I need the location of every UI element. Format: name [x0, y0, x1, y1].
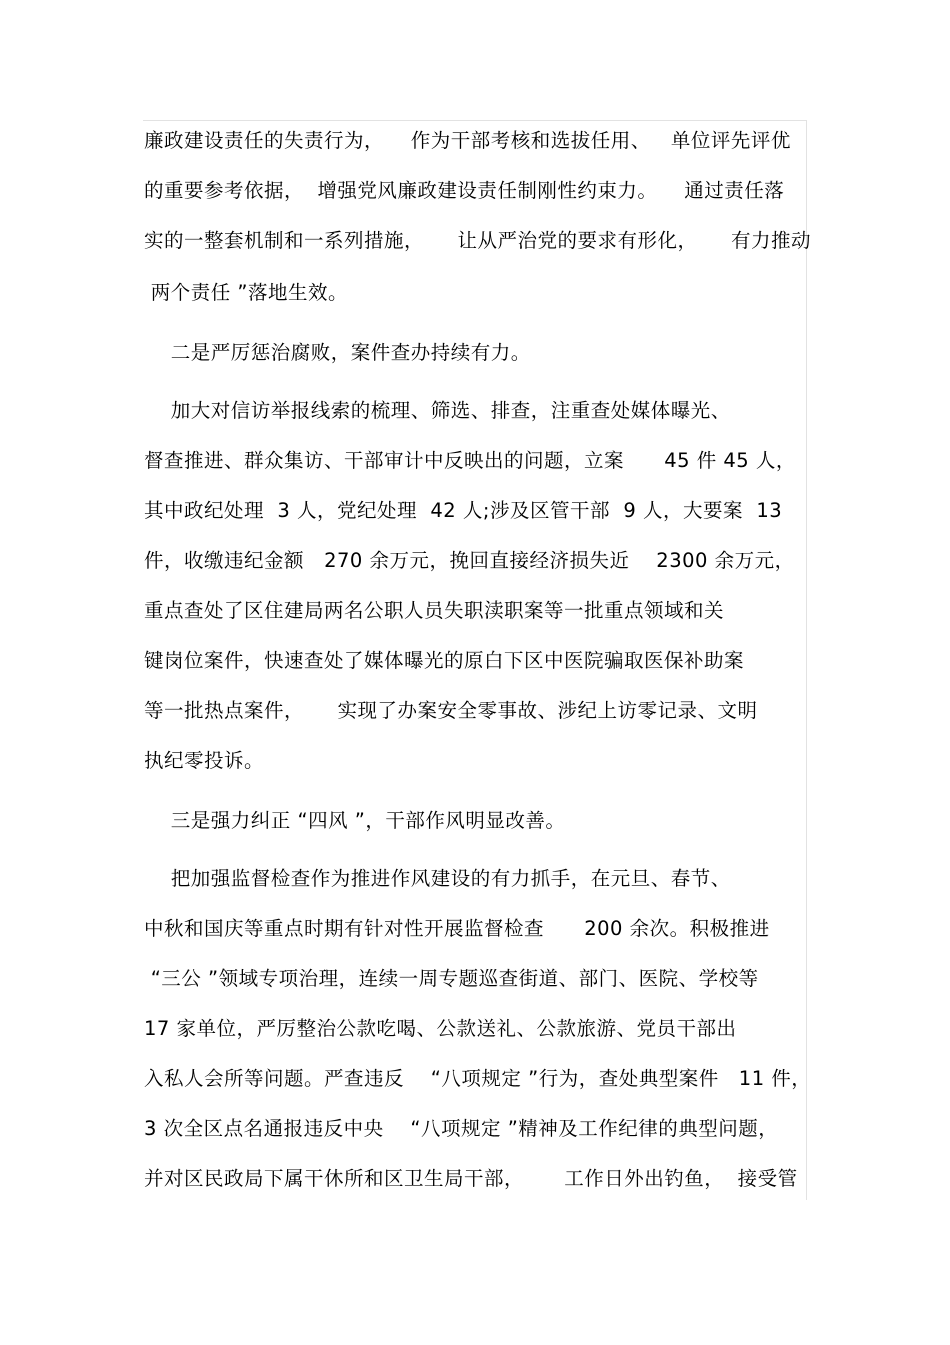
text-line-16: 中秋和国庆等重点时期有针对性开展监督检查 200 余次。积极推进 — [144, 917, 770, 940]
text-line-15: 把加强监督检查作为推进作风建设的有力抓手，在元旦、春节、 — [144, 867, 731, 890]
text-line-3: 实的一整套机制和一系列措施， 让从严治党的要求有形化， 有力推动 — [144, 229, 811, 252]
text-line-18: 17 家单位，严厉整治公款吃喝、公款送礼、公款旅游、党员干部出 — [144, 1017, 737, 1040]
text-line-20: 3 次全区点名通报违反中央 “八项规定 ”精神及工作纪律的典型问题， — [144, 1117, 779, 1140]
text-line-2: 的重要参考依据， 增强党风廉政建设责任制刚性约束力。 通过责任落 — [144, 179, 785, 202]
text-line-11: 键岗位案件，快速查处了媒体曝光的原白下区中医院骗取医保补助案 — [144, 649, 745, 672]
text-line-1: 廉政建设责任的失责行为， 作为干部考核和选拔任用、 单位评先评优 — [144, 129, 791, 152]
text-line-4: 两个责任 ”落地生效。 — [144, 281, 348, 304]
text-line-6: 加大对信访举报线索的梳理、筛选、排查，注重查处媒体曝光、 — [144, 399, 731, 422]
text-line-9: 件，收缴违纪金额 270 余万元，挽回直接经济损失近 2300 余万元， — [144, 549, 795, 572]
text-line-21: 并对区民政局下属干休所和区卫生局干部， 工作日外出钓鱼， 接受管 — [144, 1167, 798, 1190]
text-line-17: “三公 ”领域专项治理，连续一周专题巡查街道、部门、医院、学校等 — [144, 967, 759, 990]
section-heading-3: 三是强力纠正 “四风 ”，干部作风明显改善。 — [144, 809, 566, 832]
text-line-10: 重点查处了区住建局两名公职人员失职渎职案等一批重点领域和关 — [144, 599, 725, 622]
section-heading-2: 二是严厉惩治腐败，案件查办持续有力。 — [144, 341, 531, 364]
text-line-7: 督查推进、群众集访、干部审计中反映出的问题，立案 45 件 45 人， — [144, 449, 796, 472]
text-line-12: 等一批热点案件， 实现了办案安全零事故、涉纪上访零记录、文明 — [144, 699, 758, 722]
text-line-19: 入私人会所等问题。严查违反 “八项规定 ”行为，查处典型案件 11 件， — [144, 1067, 812, 1090]
text-line-13: 执纪零投诉。 — [144, 749, 265, 772]
text-line-8: 其中政纪处理 3 人，党纪处理 42 人;涉及区管干部 9 人，大要案 13 — [144, 499, 783, 522]
